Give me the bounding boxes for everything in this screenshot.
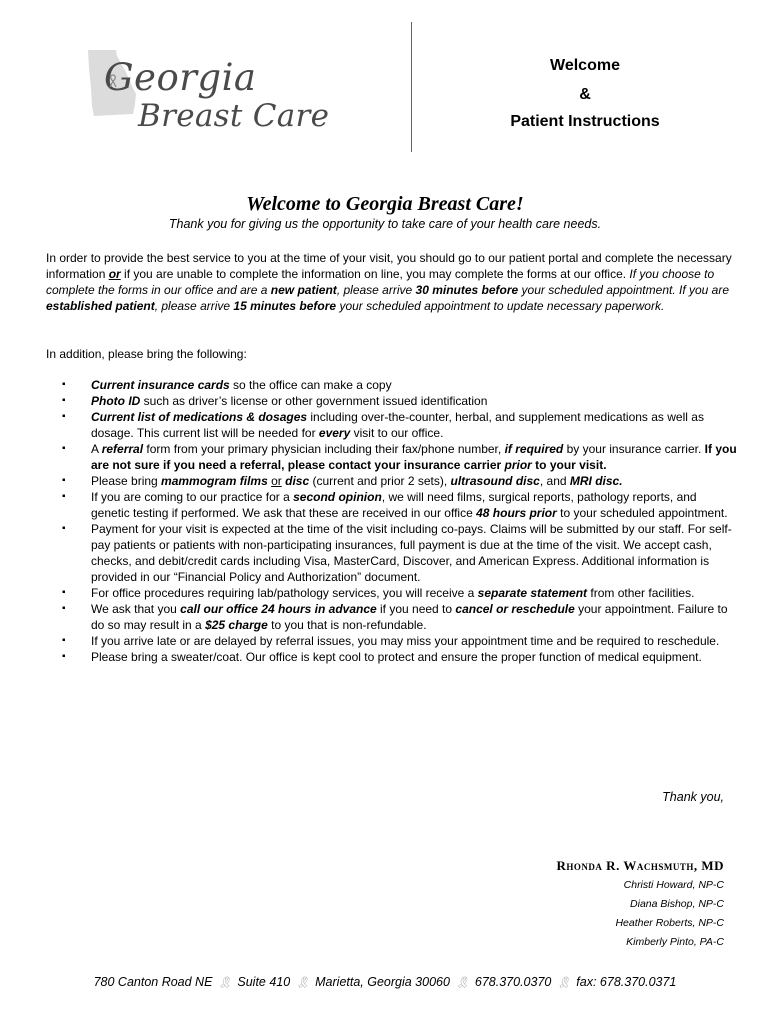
page-title: Welcome to Georgia Breast Care! — [246, 193, 524, 215]
header-title-instructions: Patient Instructions — [510, 113, 660, 130]
staff-member: Kimberly Pinto, PA-C — [626, 936, 724, 948]
ribbon-icon: 🎗 — [217, 977, 232, 989]
list-item: ▪ Photo ID such as driver’s license or other government issued identification — [62, 393, 737, 409]
list-item: ▪ For office procedures requiring lab/pathology services, you will receive a separate statement from other facilities. — [62, 585, 737, 601]
page-subtitle: Thank you for giving us the opportunity to take care of your health care needs. — [168, 217, 602, 231]
closing-thanks: Thank you, — [662, 790, 724, 804]
footer-suite: Suite 410 — [237, 975, 291, 989]
list-item: ▪ Current insurance cards so the office can make a copy — [62, 377, 737, 393]
footer-city: Marietta, Georgia 30060 — [315, 975, 450, 989]
footer-phone: 678.370.0370 — [474, 975, 552, 989]
list-item: ▪ We ask that you call our office 24 hours in advance if you need to cancel or reschedule your appointment. Failure to do so may result in a $25 charge to you that is non-refundable. — [62, 601, 737, 633]
footer-street: 780 Canton Road NE — [93, 975, 213, 989]
ribbon-icon: 🎗 — [295, 977, 310, 989]
list-item: ▪ Please bring a sweater/coat. Our office is kept cool to protect and ensure the proper function of medical equipment. — [62, 649, 737, 665]
header-title-welcome: Welcome — [550, 57, 620, 74]
list-item: ▪ If you are coming to our practice for a second opinion, we will need films, surgical reports, pathology reports, and genetic testing if performed. We ask that these are received in our office 48 hours prior to your scheduled appointment. — [62, 489, 737, 521]
list-item: ▪ Current list of medications & dosages including over-the-counter, herbal, and supplement medications as well as dosage. This current list will be needed for every visit to our office. — [62, 409, 737, 441]
staff-member: Diana Bishop, NP-C — [630, 898, 724, 910]
ribbon-icon: 🎗 — [455, 977, 470, 989]
header-title-ampersand: & — [579, 86, 591, 103]
staff-list — [474, 876, 724, 952]
list-item: ▪ Please bring mammogram films or disc (current and prior 2 sets), ultrasound disc, and MRI disc. — [62, 473, 737, 489]
signer-name: Rhonda R. Wachsmuth, MD — [556, 858, 724, 873]
list-item: ▪ A referral form from your primary physician including their fax/phone number, if required by your insurance carrier. If you are not sure if you need a referral, please contact your insurance carrier prior to your visit. — [62, 441, 737, 473]
footer-address — [0, 975, 770, 989]
ribbon-icon: 🎗 — [556, 977, 571, 989]
header-divider — [411, 22, 412, 152]
instructions-list — [62, 377, 737, 665]
logo-breast-care-text: Breast Care — [138, 98, 330, 134]
logo-georgia-text: Georgia — [104, 56, 257, 99]
intro-paragraph: In order to provide the best service to you at the time of your visit, you should go to our patient portal and complete the necessary information or if you are unable to complete the information on line, you may complete the forms at our office. If you choose to complete the forms in our office and are a new patient, please arrive 30 minutes before your scheduled appointment. If you are established patient, please arrive 15 minutes before your scheduled appointment to update necessary paperwork. — [46, 251, 732, 313]
list-item: ▪ If you arrive late or are delayed by referral issues, you may miss your appointment time and be required to reschedule. — [62, 633, 737, 649]
list-item: ▪ Payment for your visit is expected at the time of the visit including co-pays. Claims will be submitted by our staff. For self-pay patients or patients with non-participating insurances, full payment is due at the time of the visit. We accept cash, checks, and debit/credit cards including Visa, MasterCard, Discover, and American Express. Additional information is provided in our “Financial Policy and Authorization” document. — [62, 521, 737, 585]
footer-fax: fax: 678.370.0371 — [576, 975, 677, 989]
staff-member: Christi Howard, NP-C — [623, 879, 724, 891]
staff-member: Heather Roberts, NP-C — [615, 917, 724, 929]
ribbon-icon — [108, 74, 118, 88]
bring-following-text: In addition, please bring the following: — [46, 347, 247, 361]
